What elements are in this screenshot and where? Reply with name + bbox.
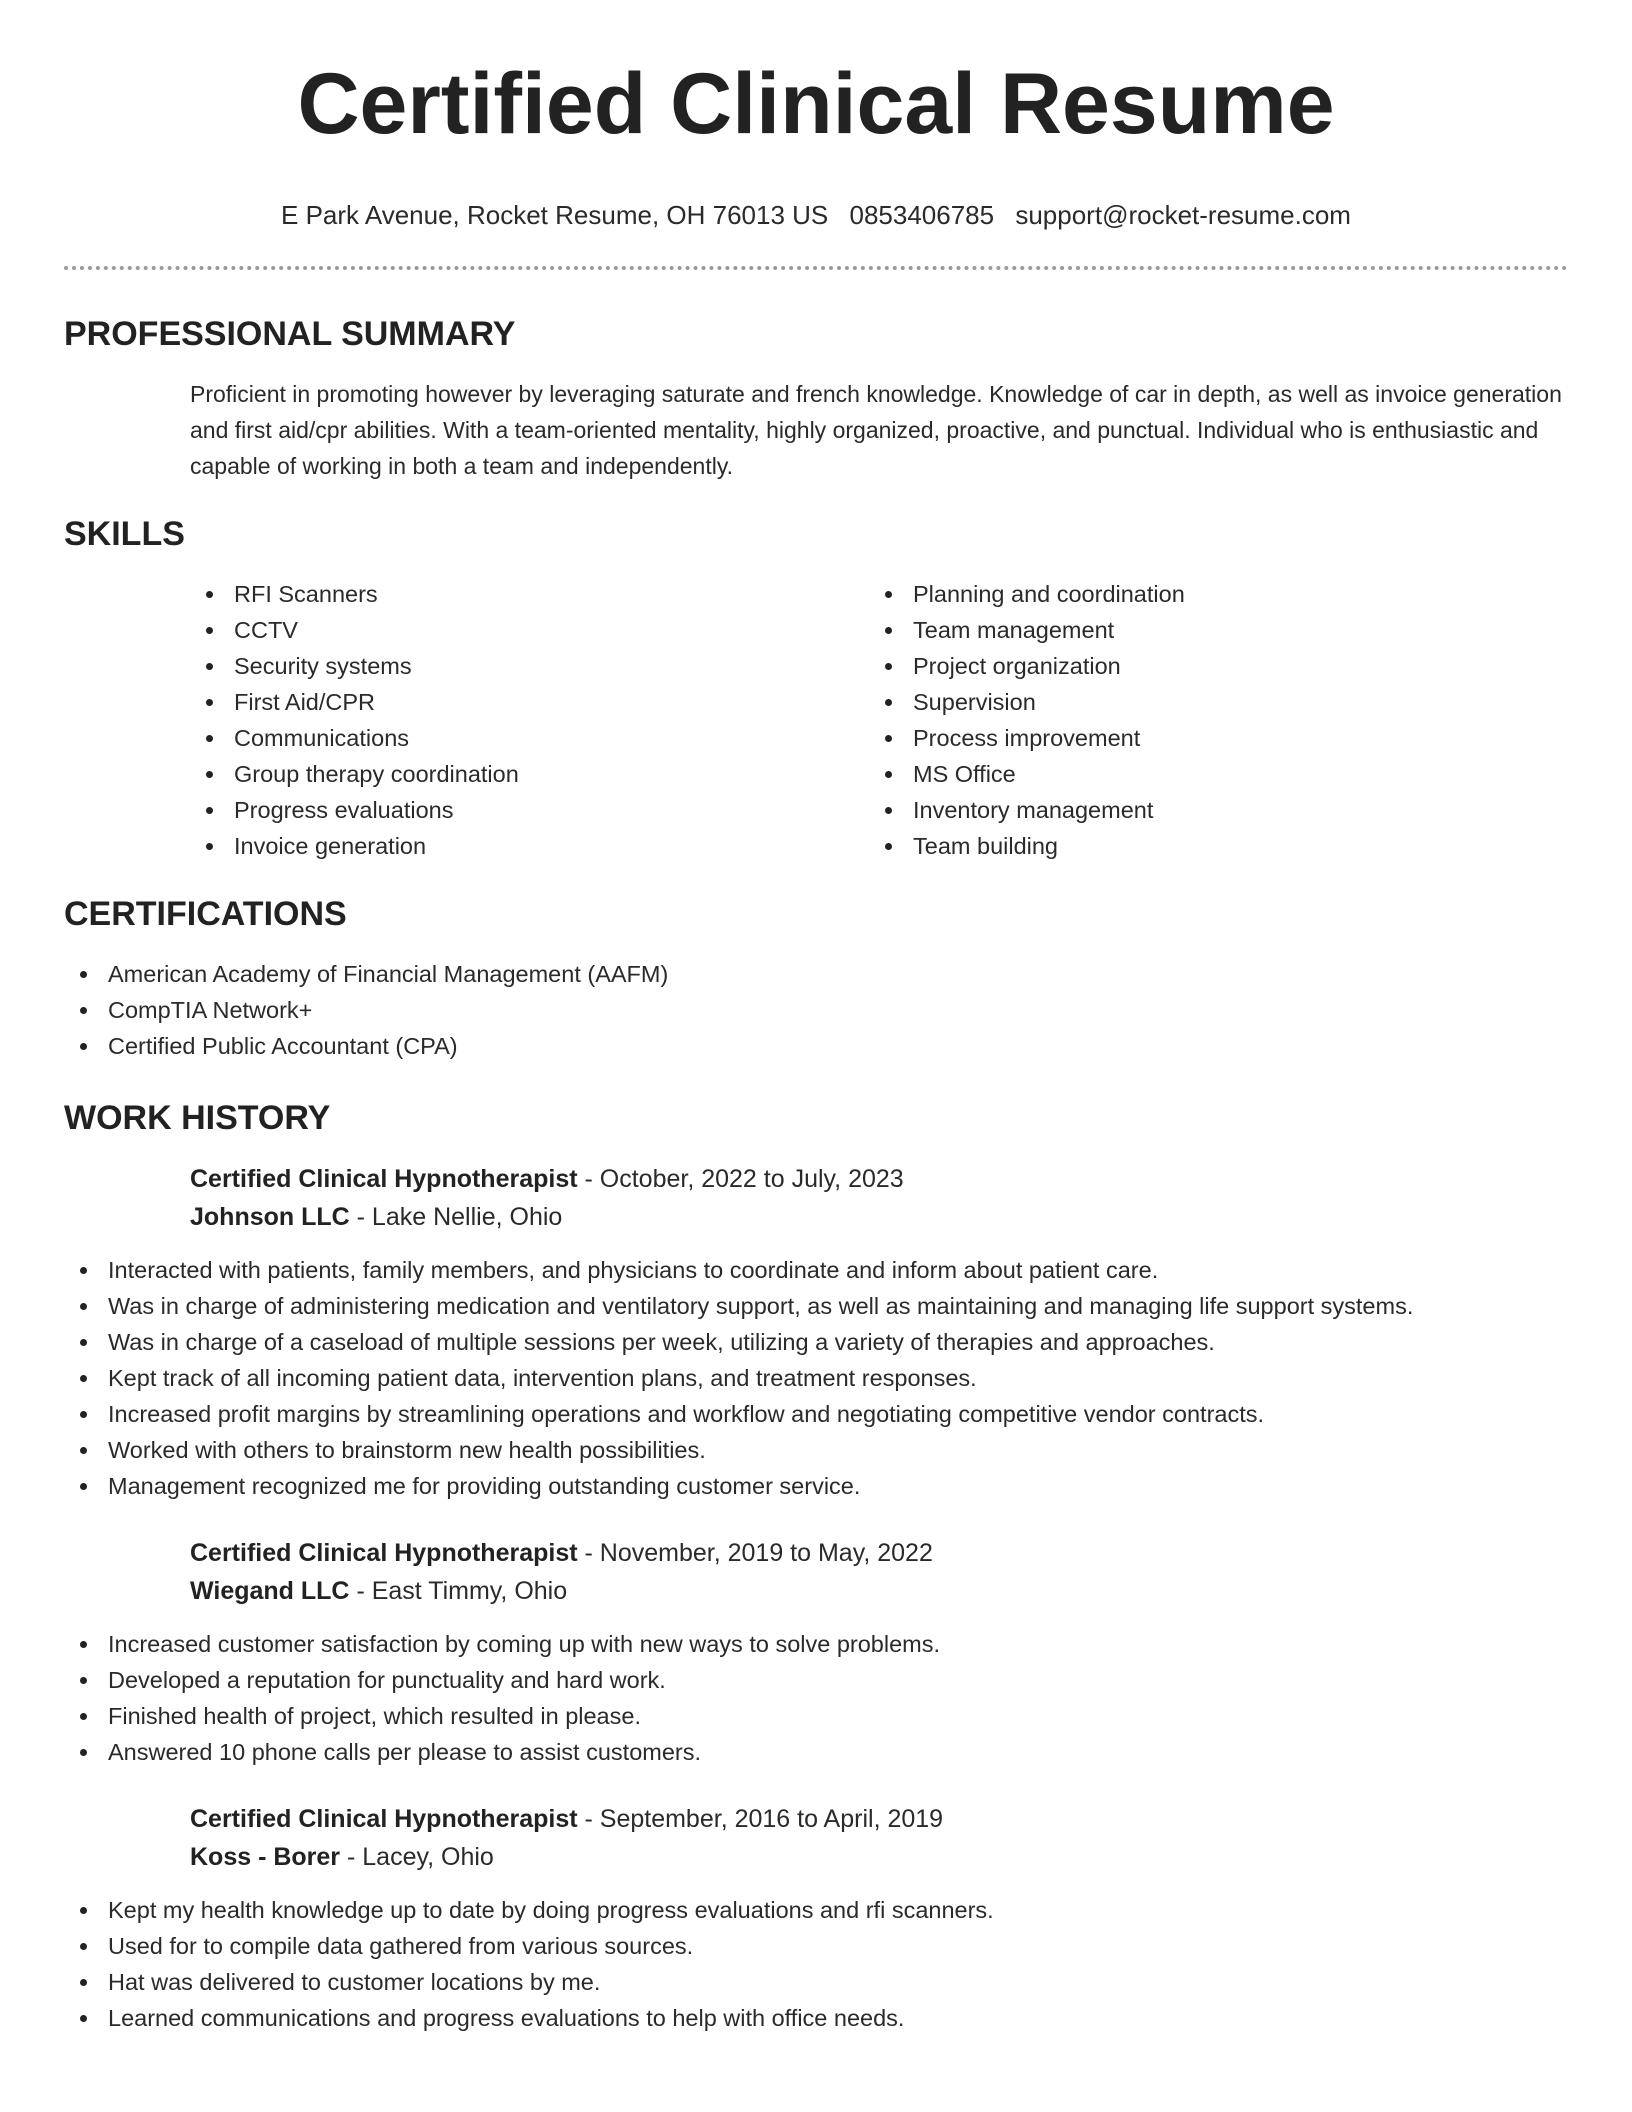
- skill-item: MS Office: [869, 756, 1548, 792]
- skill-item: Invoice generation: [190, 828, 869, 864]
- certifications-list: [64, 956, 1568, 1064]
- job-location: - East Timmy, Ohio: [349, 1577, 568, 1605]
- skill-item: Planning and coordination: [869, 576, 1548, 612]
- skill-item: RFI Scanners: [190, 576, 869, 612]
- job-company: Koss - Borer: [190, 1843, 341, 1871]
- job-location: - Lacey, Ohio: [340, 1843, 494, 1871]
- job-title: Certified Clinical Hypnotherapist: [190, 1539, 578, 1567]
- resume-page: [64, 0, 1568, 2036]
- skill-item: Group therapy coordination: [190, 756, 869, 792]
- job-bullets: [64, 1626, 1568, 1770]
- job-bullet: Kept track of all incoming patient data, intervention plans, and treatment responses.: [64, 1360, 1568, 1396]
- skill-item: First Aid/CPR: [190, 684, 869, 720]
- contact-line: [64, 198, 1568, 232]
- job-bullet: Hat was delivered to customer locations by me.: [64, 1964, 1568, 2000]
- job-bullets: [64, 1892, 1568, 2036]
- job-bullet: Increased profit margins by streamlining operations and workflow and negotiating competitive vendor contracts.: [64, 1396, 1568, 1432]
- job-bullet: Finished health of project, which resulted in please.: [64, 1698, 1568, 1734]
- job-bullet: Was in charge of administering medication and ventilatory support, as well as maintaining and managing life support systems.: [64, 1288, 1568, 1324]
- job-title: Certified Clinical Hypnotherapist: [190, 1805, 578, 1833]
- skill-item: Team building: [869, 828, 1548, 864]
- job-bullet: Learned communications and progress evaluations to help with office needs.: [64, 2000, 1568, 2036]
- skill-item: Security systems: [190, 648, 869, 684]
- job-company: Wiegand LLC: [190, 1577, 350, 1605]
- job-title-line: [190, 1800, 1568, 1838]
- summary-heading: PROFESSIONAL SUMMARY: [64, 315, 516, 353]
- skill-item: Team management: [869, 612, 1548, 648]
- skill-item: Supervision: [869, 684, 1548, 720]
- job-bullet: Kept my health knowledge up to date by doing progress evaluations and rfi scanners.: [64, 1892, 1568, 1928]
- job-entry: [190, 1800, 1568, 1876]
- job-company-line: [190, 1572, 1568, 1610]
- contact-address: E Park Avenue, Rocket Resume, OH 76013 US: [281, 200, 829, 230]
- job-location: - Lake Nellie, Ohio: [349, 1203, 563, 1231]
- job-title-line: [190, 1160, 1568, 1198]
- skill-item: Inventory management: [869, 792, 1548, 828]
- skill-item: CCTV: [190, 612, 869, 648]
- job-bullet: Management recognized me for providing outstanding customer service.: [64, 1468, 1568, 1504]
- work-heading: WORK HISTORY: [64, 1099, 331, 1137]
- job-bullet: Interacted with patients, family members, and physicians to coordinate and inform about patient care.: [64, 1252, 1568, 1288]
- job-bullet: Was in charge of a caseload of multiple sessions per week, utilizing a variety of therapies and approaches.: [64, 1324, 1568, 1360]
- certification-item: CompTIA Network+: [64, 992, 1568, 1028]
- job-title: Certified Clinical Hypnotherapist: [190, 1165, 578, 1193]
- work-section: [64, 1098, 1568, 2036]
- skills-list-right: [869, 576, 1548, 864]
- job-company-line: [190, 1198, 1568, 1236]
- certifications-section: [64, 894, 1568, 1064]
- job-bullet: Developed a reputation for punctuality and hard work.: [64, 1662, 1568, 1698]
- job-company-line: [190, 1838, 1568, 1876]
- certification-item: American Academy of Financial Management (AAFM): [64, 956, 1568, 992]
- job-entry: [190, 1160, 1568, 1236]
- job-dates: - October, 2022 to July, 2023: [577, 1165, 904, 1193]
- contact-phone: 0853406785: [849, 200, 995, 230]
- resume-title: Certified Clinical Resume: [297, 56, 1335, 152]
- skill-item: Process improvement: [869, 720, 1548, 756]
- summary-section: [64, 314, 1568, 484]
- job-bullet: Worked with others to brainstorm new health possibilities.: [64, 1432, 1568, 1468]
- job-entry: [190, 1534, 1568, 1610]
- job-bullets: [64, 1252, 1568, 1504]
- skill-item: Project organization: [869, 648, 1548, 684]
- skill-item: Communications: [190, 720, 869, 756]
- skills-list-left: [190, 576, 869, 864]
- certifications-heading: CERTIFICATIONS: [64, 895, 347, 933]
- job-company: Johnson LLC: [190, 1203, 350, 1231]
- job-bullet: Used for to compile data gathered from various sources.: [64, 1928, 1568, 1964]
- skill-item: Progress evaluations: [190, 792, 869, 828]
- skills-heading: SKILLS: [64, 515, 185, 553]
- certification-item: Certified Public Accountant (CPA): [64, 1028, 1568, 1064]
- job-title-line: [190, 1534, 1568, 1572]
- skills-section: [64, 514, 1568, 864]
- contact-email: support@rocket-resume.com: [1015, 200, 1351, 230]
- summary-text: Proficient in promoting however by leveraging saturate and french knowledge. Knowledge of car in depth, as well as invoice generation and first aid/cpr abilities. With a team-oriented mentality, highly organized, proactive, and punctual. Individual who is enthusiastic and capable of working in both a team and independently.: [190, 381, 1562, 479]
- job-bullet: Answered 10 phone calls per please to assist customers.: [64, 1734, 1568, 1770]
- skills-grid: [190, 576, 1568, 864]
- job-dates: - September, 2016 to April, 2019: [577, 1805, 944, 1833]
- header-divider: [64, 266, 1568, 270]
- job-bullet: Increased customer satisfaction by coming up with new ways to solve problems.: [64, 1626, 1568, 1662]
- job-dates: - November, 2019 to May, 2022: [577, 1539, 933, 1567]
